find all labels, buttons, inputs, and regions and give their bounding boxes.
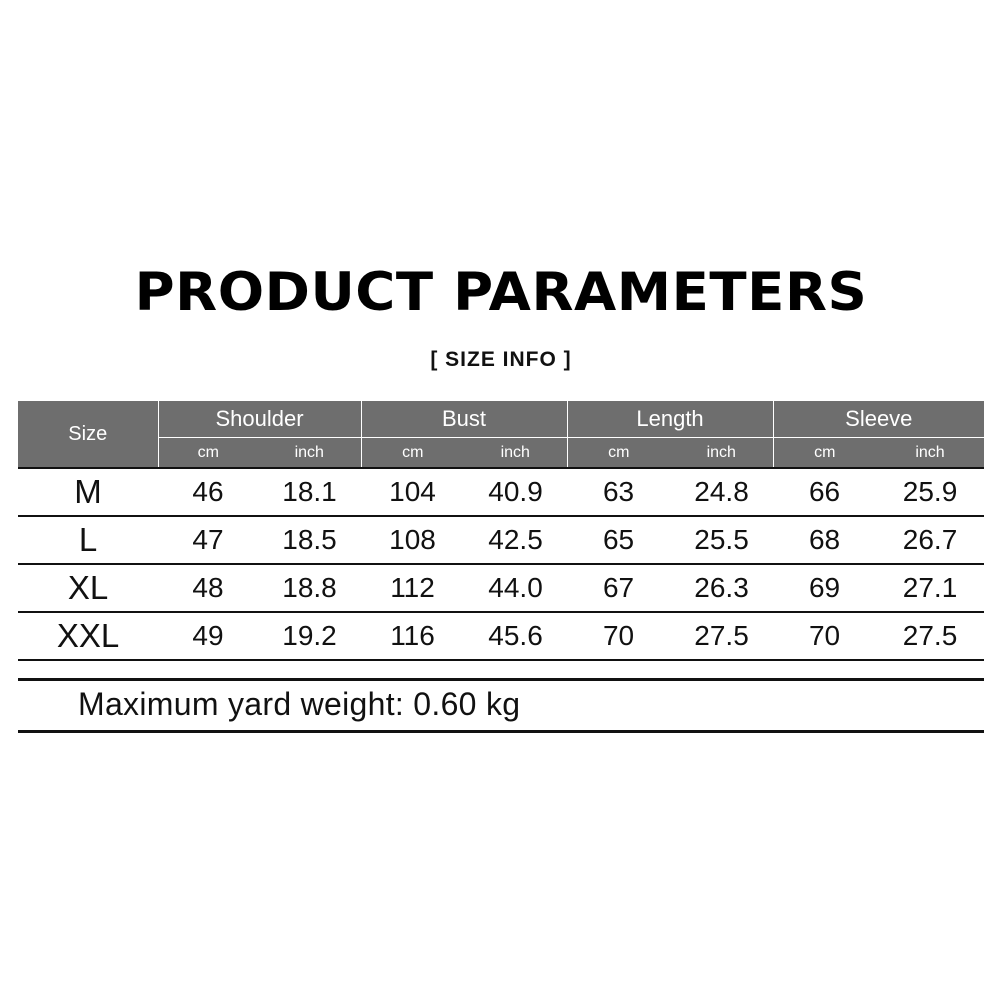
page-subtitle: [ SIZE INFO ]: [430, 348, 572, 371]
cell-sleeve-inch: 27.1: [876, 564, 984, 612]
header-unit-bust-inch: inch: [464, 438, 567, 469]
header-unit-sleeve-inch: inch: [876, 438, 984, 469]
cell-length-inch: 26.3: [670, 564, 773, 612]
cell-bust-inch: 40.9: [464, 468, 567, 516]
table-row: [18, 612, 984, 660]
header-unit-length-inch: inch: [670, 438, 773, 469]
cell-shoulder-cm: 46: [158, 468, 258, 516]
cell-size: M: [18, 468, 158, 516]
cell-length-cm: 67: [567, 564, 670, 612]
cell-shoulder-inch: 18.1: [258, 468, 361, 516]
cell-bust-inch: 45.6: [464, 612, 567, 660]
cell-sleeve-cm: 68: [773, 516, 876, 564]
header-unit-bust-cm: cm: [361, 438, 464, 469]
cell-length-cm: 65: [567, 516, 670, 564]
page-title: PRODUCT PARAMETERS: [134, 262, 868, 323]
cell-bust-cm: 116: [361, 612, 464, 660]
max-yard-weight-note: Maximum yard weight: 0.60 kg: [78, 686, 521, 722]
cell-shoulder-inch: 19.2: [258, 612, 361, 660]
cell-shoulder-inch: 18.8: [258, 564, 361, 612]
header-group-bust: Bust: [361, 401, 567, 438]
table-header-units: [18, 438, 984, 469]
header-unit-shoulder-inch: inch: [258, 438, 361, 469]
header-unit-sleeve-cm: cm: [773, 438, 876, 469]
cell-bust-inch: 44.0: [464, 564, 567, 612]
header-size: Size: [18, 401, 158, 468]
cell-shoulder-cm: 47: [158, 516, 258, 564]
cell-bust-cm: 108: [361, 516, 464, 564]
cell-sleeve-cm: 69: [773, 564, 876, 612]
cell-sleeve-cm: 66: [773, 468, 876, 516]
header-group-length: Length: [567, 401, 773, 438]
table-header-groups: [18, 401, 984, 438]
cell-sleeve-cm: 70: [773, 612, 876, 660]
cell-sleeve-inch: 25.9: [876, 468, 984, 516]
header-unit-length-cm: cm: [567, 438, 670, 469]
footer-divider-bottom: [18, 730, 984, 733]
cell-shoulder-inch: 18.5: [258, 516, 361, 564]
cell-length-inch: 27.5: [670, 612, 773, 660]
table-row: [18, 564, 984, 612]
header-unit-shoulder-cm: cm: [158, 438, 258, 469]
header-group-sleeve: Sleeve: [773, 401, 984, 438]
table-row: [18, 516, 984, 564]
cell-length-cm: 63: [567, 468, 670, 516]
cell-bust-cm: 104: [361, 468, 464, 516]
footer-divider-top: [18, 678, 984, 681]
cell-size: XXL: [18, 612, 158, 660]
cell-shoulder-cm: 48: [158, 564, 258, 612]
header-group-shoulder: Shoulder: [158, 401, 361, 438]
cell-size: L: [18, 516, 158, 564]
cell-length-cm: 70: [567, 612, 670, 660]
size-table-container: [18, 401, 984, 661]
cell-bust-cm: 112: [361, 564, 464, 612]
cell-length-inch: 25.5: [670, 516, 773, 564]
cell-shoulder-cm: 49: [158, 612, 258, 660]
cell-length-inch: 24.8: [670, 468, 773, 516]
cell-bust-inch: 42.5: [464, 516, 567, 564]
table-row: [18, 468, 984, 516]
cell-sleeve-inch: 26.7: [876, 516, 984, 564]
size-info-table: [18, 401, 984, 661]
cell-sleeve-inch: 27.5: [876, 612, 984, 660]
cell-size: XL: [18, 564, 158, 612]
